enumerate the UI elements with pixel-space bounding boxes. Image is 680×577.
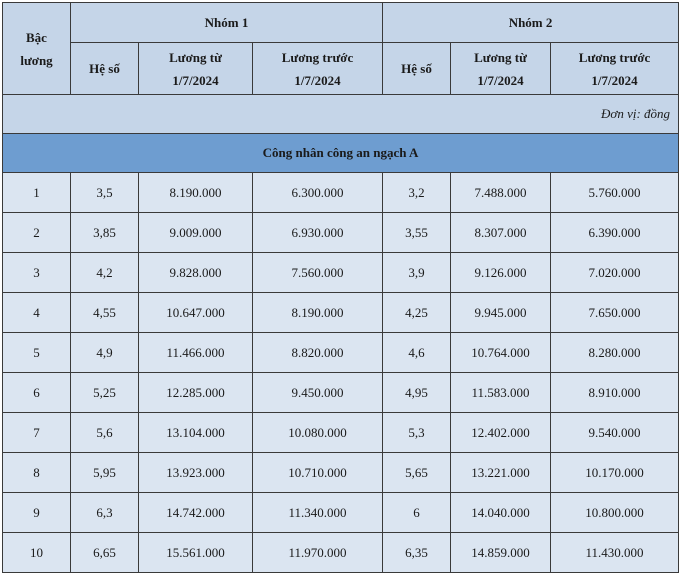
table-row [3,373,679,413]
table-row [3,293,679,333]
header-luong-tu-2: Lương từ 1/7/2024 [451,43,551,95]
cell-lt1: 15.561.000 [139,533,253,573]
cell-lt2: 14.040.000 [451,493,551,533]
cell-ltr1: 6.300.000 [253,173,383,213]
cell-lt1: 9.009.000 [139,213,253,253]
salary-table [2,2,679,573]
cell-hs1: 4,55 [71,293,139,333]
cell-hs2: 3,55 [383,213,451,253]
cell-ltr1: 11.340.000 [253,493,383,533]
header-group-2: Nhóm 2 [383,3,679,43]
cell-lt1: 11.466.000 [139,333,253,373]
cell-hs1: 4,2 [71,253,139,293]
cell-ltr2: 7.020.000 [551,253,679,293]
cell-lt1: 13.104.000 [139,413,253,453]
header-luong-tu-1: Lương từ 1/7/2024 [139,43,253,95]
cell-hs1: 5,95 [71,453,139,493]
cell-lt2: 9.945.000 [451,293,551,333]
cell-hs1: 3,5 [71,173,139,213]
cell-hs2: 5,65 [383,453,451,493]
table-row [3,533,679,573]
cell-ltr2: 10.800.000 [551,493,679,533]
cell-ltr2: 6.390.000 [551,213,679,253]
header-he-so-1: Hệ số [71,43,139,95]
table-row [3,213,679,253]
header-luong-truoc-1: Lương trước 1/7/2024 [253,43,383,95]
cell-lt1: 10.647.000 [139,293,253,333]
cell-ltr2: 10.170.000 [551,453,679,493]
cell-bac: 9 [3,493,71,533]
cell-hs1: 5,25 [71,373,139,413]
header-group-1: Nhóm 1 [71,3,383,43]
cell-hs2: 4,6 [383,333,451,373]
cell-hs1: 3,85 [71,213,139,253]
cell-ltr2: 7.650.000 [551,293,679,333]
table-row [3,453,679,493]
table-row [3,493,679,533]
unit-note: Đơn vị: đồng [3,95,679,134]
cell-ltr1: 6.930.000 [253,213,383,253]
header-he-so-2: Hệ số [383,43,451,95]
table-row [3,173,679,213]
cell-hs2: 6 [383,493,451,533]
cell-lt1: 8.190.000 [139,173,253,213]
cell-hs2: 4,95 [383,373,451,413]
cell-ltr2: 8.910.000 [551,373,679,413]
cell-lt2: 12.402.000 [451,413,551,453]
cell-lt2: 13.221.000 [451,453,551,493]
cell-ltr2: 8.280.000 [551,333,679,373]
table-row [3,413,679,453]
cell-ltr1: 11.970.000 [253,533,383,573]
cell-lt2: 7.488.000 [451,173,551,213]
cell-ltr1: 9.450.000 [253,373,383,413]
cell-hs1: 6,65 [71,533,139,573]
cell-bac: 4 [3,293,71,333]
cell-bac: 8 [3,453,71,493]
cell-lt1: 13.923.000 [139,453,253,493]
header-luong-truoc-2: Lương trước 1/7/2024 [551,43,679,95]
cell-bac: 5 [3,333,71,373]
cell-ltr2: 9.540.000 [551,413,679,453]
cell-bac: 7 [3,413,71,453]
cell-lt2: 11.583.000 [451,373,551,413]
cell-hs1: 5,6 [71,413,139,453]
cell-bac: 2 [3,213,71,253]
cell-bac: 3 [3,253,71,293]
table-row [3,253,679,293]
section-title: Công nhân công an ngạch A [3,134,679,173]
cell-hs2: 3,2 [383,173,451,213]
header-bac-luong: Bậc lương [3,3,71,95]
cell-ltr1: 7.560.000 [253,253,383,293]
cell-hs2: 3,9 [383,253,451,293]
cell-hs1: 4,9 [71,333,139,373]
cell-ltr2: 11.430.000 [551,533,679,573]
cell-lt1: 12.285.000 [139,373,253,413]
cell-lt1: 9.828.000 [139,253,253,293]
cell-ltr1: 8.190.000 [253,293,383,333]
cell-lt2: 8.307.000 [451,213,551,253]
cell-hs2: 5,3 [383,413,451,453]
cell-hs1: 6,3 [71,493,139,533]
cell-lt2: 14.859.000 [451,533,551,573]
cell-hs2: 6,35 [383,533,451,573]
cell-lt1: 14.742.000 [139,493,253,533]
cell-ltr1: 10.710.000 [253,453,383,493]
cell-hs2: 4,25 [383,293,451,333]
cell-ltr1: 8.820.000 [253,333,383,373]
cell-lt2: 9.126.000 [451,253,551,293]
cell-ltr1: 10.080.000 [253,413,383,453]
cell-lt2: 10.764.000 [451,333,551,373]
cell-ltr2: 5.760.000 [551,173,679,213]
table-row [3,333,679,373]
cell-bac: 1 [3,173,71,213]
cell-bac: 6 [3,373,71,413]
cell-bac: 10 [3,533,71,573]
